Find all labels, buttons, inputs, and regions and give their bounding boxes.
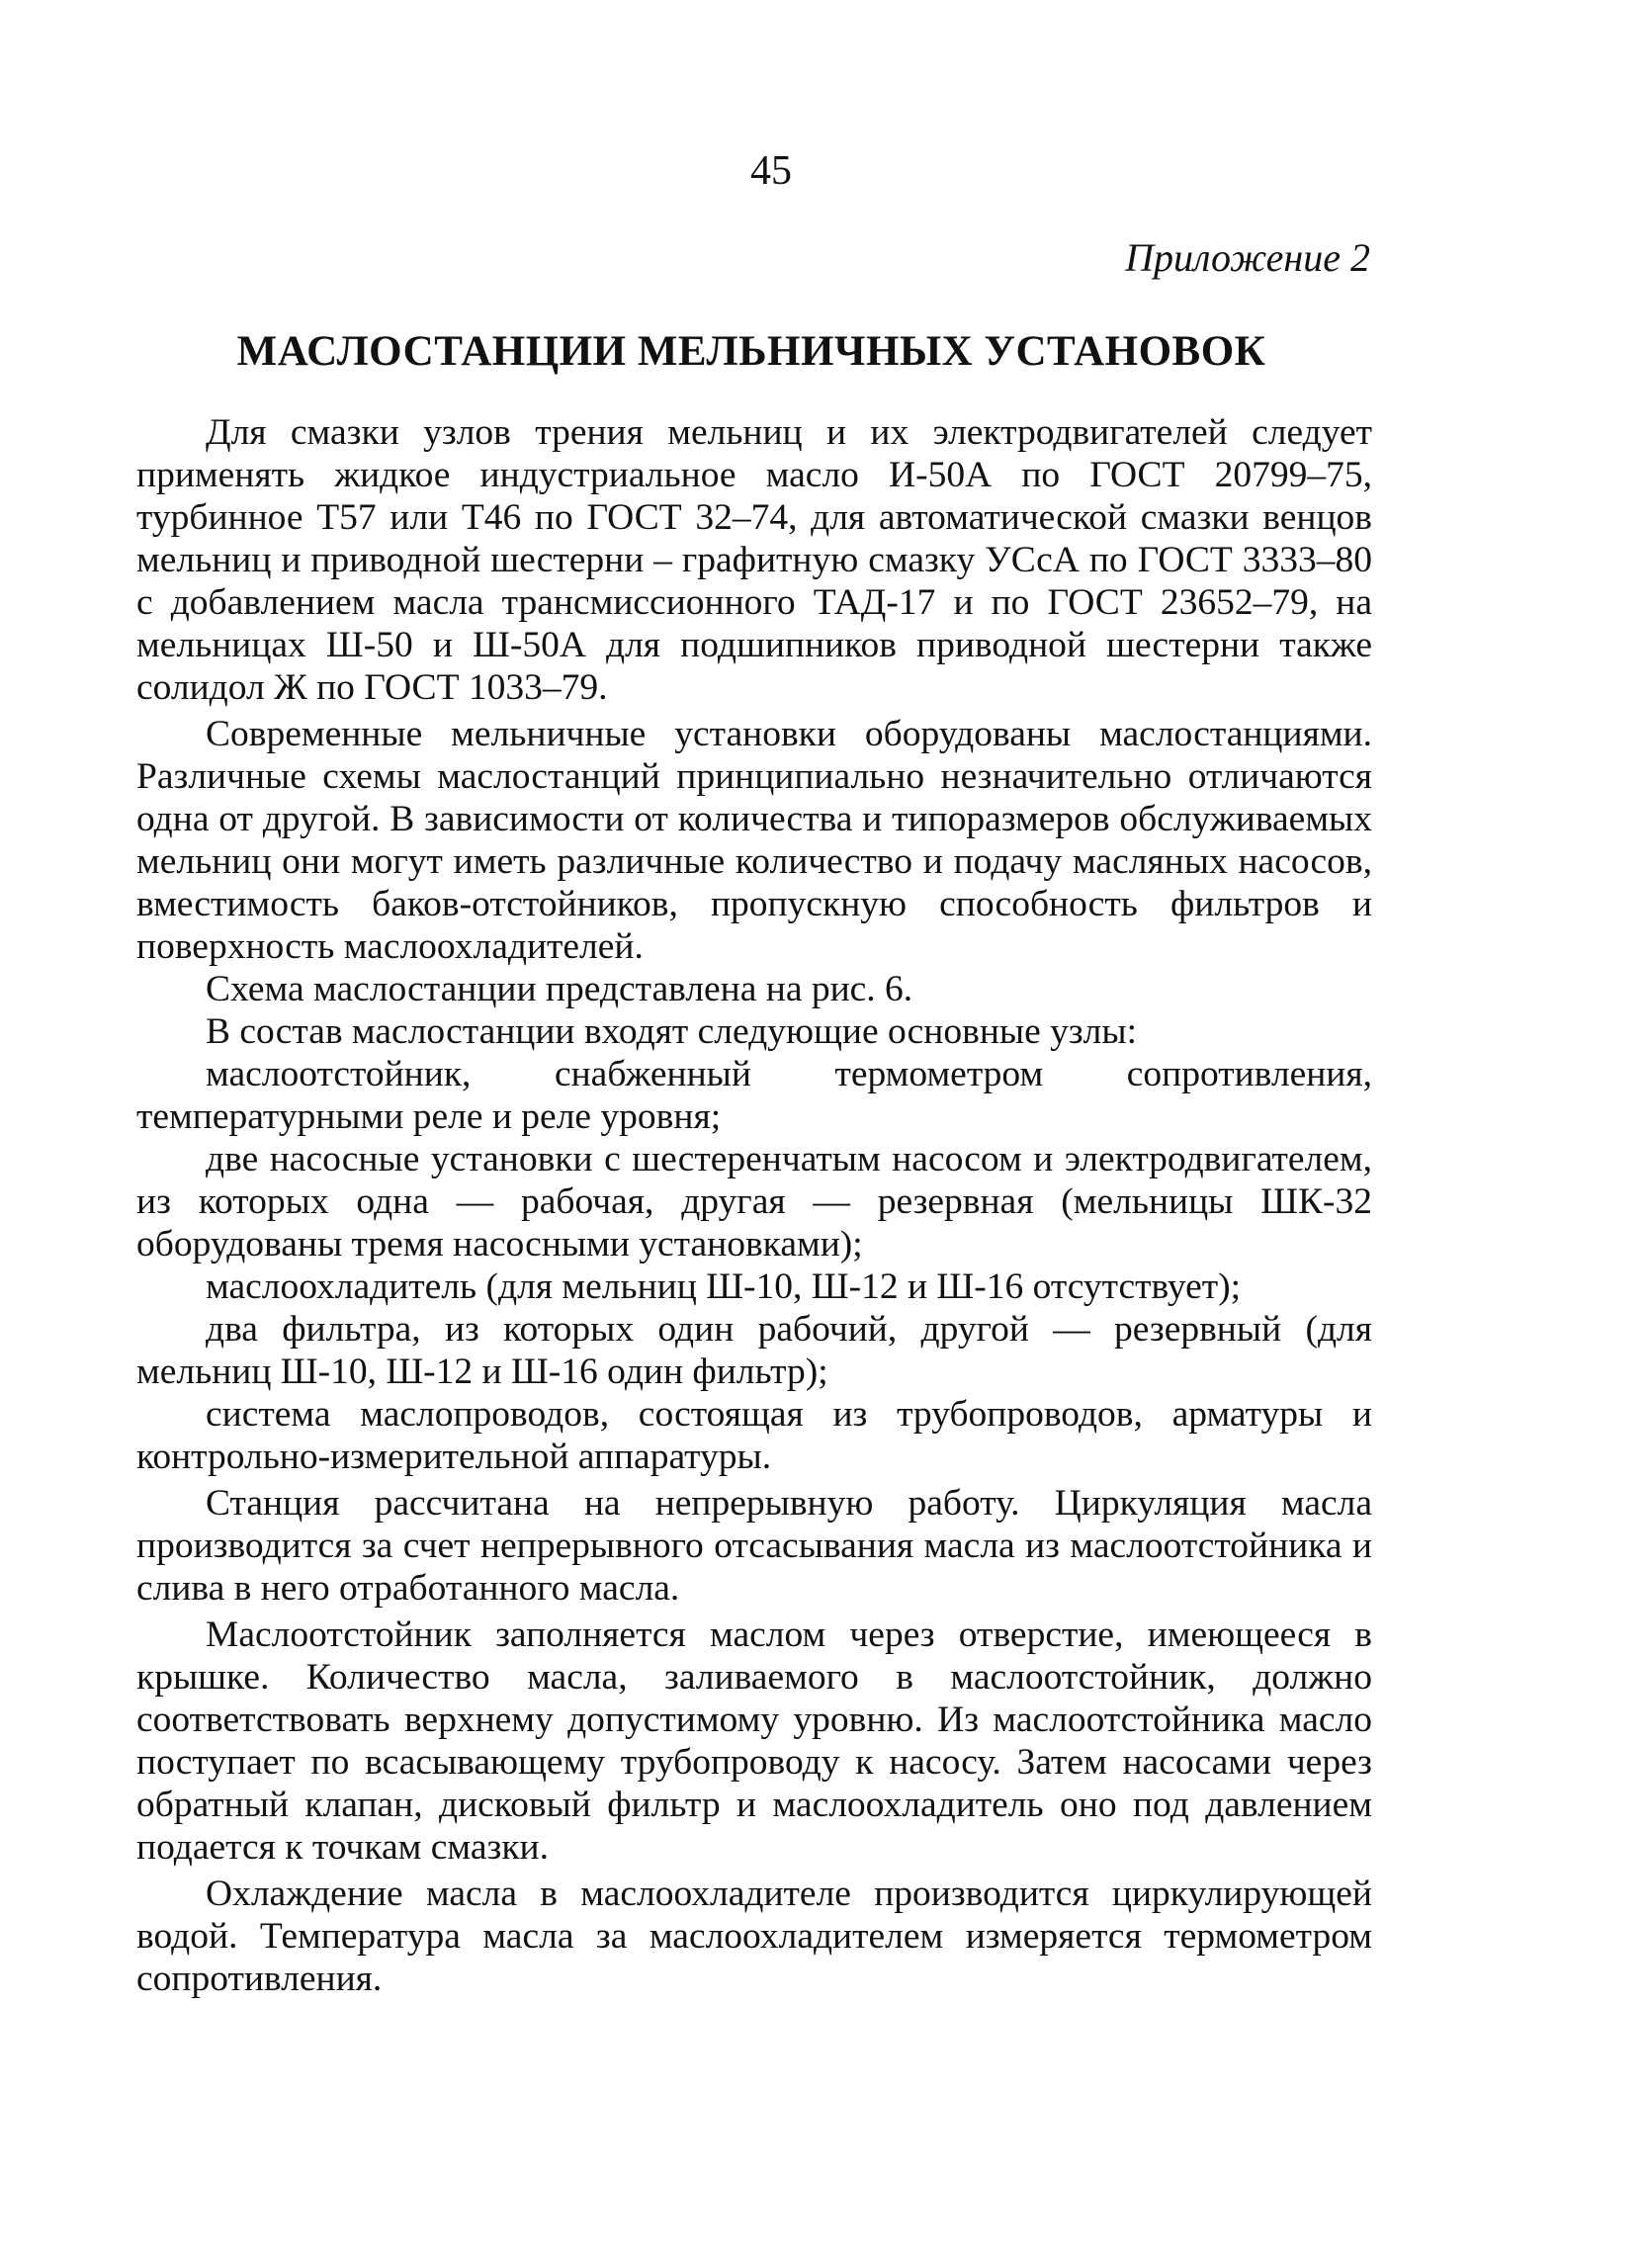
paragraph-scheme-reference: Схема маслостанции представлена на рис. 6.	[206, 969, 913, 1009]
list-item-filters: два фильтра, из которых один рабочий, другой — резервный (для мельниц Ш-10, Ш-12 и Ш-16 один фильтр);	[136, 1309, 1372, 1392]
paragraph-components-intro: В состав маслостанции входят следующие основные узлы:	[206, 1011, 1138, 1052]
body-text	[136, 411, 1372, 2000]
paragraph-oil-filling: Маслоотстойник заполняется маслом через отверстие, имеющееся в крышке. Количество масла, заливаемого в маслоотстойник, должно соответствовать верхнему допустимому уровню. Из маслоотстойника масло поступает по всасывающему трубопроводу к насосу. Затем насосами через обратный клапан, дисковый фильтр и маслоохладитель оно под давлением подается к точкам смазки.	[136, 1614, 1372, 1868]
page-number: 45	[750, 148, 792, 194]
paragraph-lubricants: Для смазки узлов трения мельниц и их электродвигателей следует применять жидкое индустриальное масло И-50А по ГОСТ 20799–75, турбинное Т57 или Т46 по ГОСТ 32–74, для автоматической смазки венцов мельниц и приводной шестерни – графитную смазку УСсА по ГОСТ 3333–80 с добавлением масла трансмиссионного ТАД-17 и по ГОСТ 23652–79, на мельницах Ш-50 и Ш-50А для подшипников приводной шестерни также солидол Ж по ГОСТ 1033–79.	[136, 412, 1372, 708]
paragraph-oil-stations: Современные мельничные установки оборудованы маслостанциями. Различные схемы маслостанций принципиально незначительно отличаются одна от другой. В зависимости от количества и типоразмеров обслуживаемых мельниц они могут иметь различные количество и подачу масляных насосов, вместимость баков-отстойников, пропускную способность фильтров и поверхность маслоохладителей.	[136, 714, 1372, 967]
appendix-label: Приложение 2	[1125, 235, 1370, 280]
page-title: МАСЛОСТАНЦИИ МЕЛЬНИЧНЫХ УСТАНОВОК	[236, 328, 1266, 375]
list-item-pump-units: две насосные установки с шестеренчатым насосом и электродвигателем, из которых одна — рабочая, другая — резервная (мельницы ШК-32 оборудованы тремя насосными установками);	[136, 1139, 1372, 1265]
list-item-oil-cooler: маслоохладитель (для мельниц Ш-10, Ш-12 и Ш-16 отсутствует);	[206, 1266, 1242, 1307]
paragraph-continuous-operation: Станция рассчитана на непрерывную работу. Циркуляция масла производится за счет непрерывного отсасывания масла из маслоотстойника и слива в него отработанного масла.	[136, 1483, 1372, 1609]
list-item-oil-pipelines: система маслопроводов, состоящая из трубопроводов, арматуры и контрольно-измерительной аппаратуры.	[136, 1394, 1372, 1477]
list-item-oil-settler: маслоотстойник, снабженный термометром сопротивления, температурными реле и реле уровня;	[136, 1054, 1372, 1137]
paragraph-oil-cooling: Охлаждение масла в маслоохладителе производится циркулирующей водой. Температура масла за маслоохладителем измеряется термометром сопротивления.	[136, 1874, 1372, 1999]
